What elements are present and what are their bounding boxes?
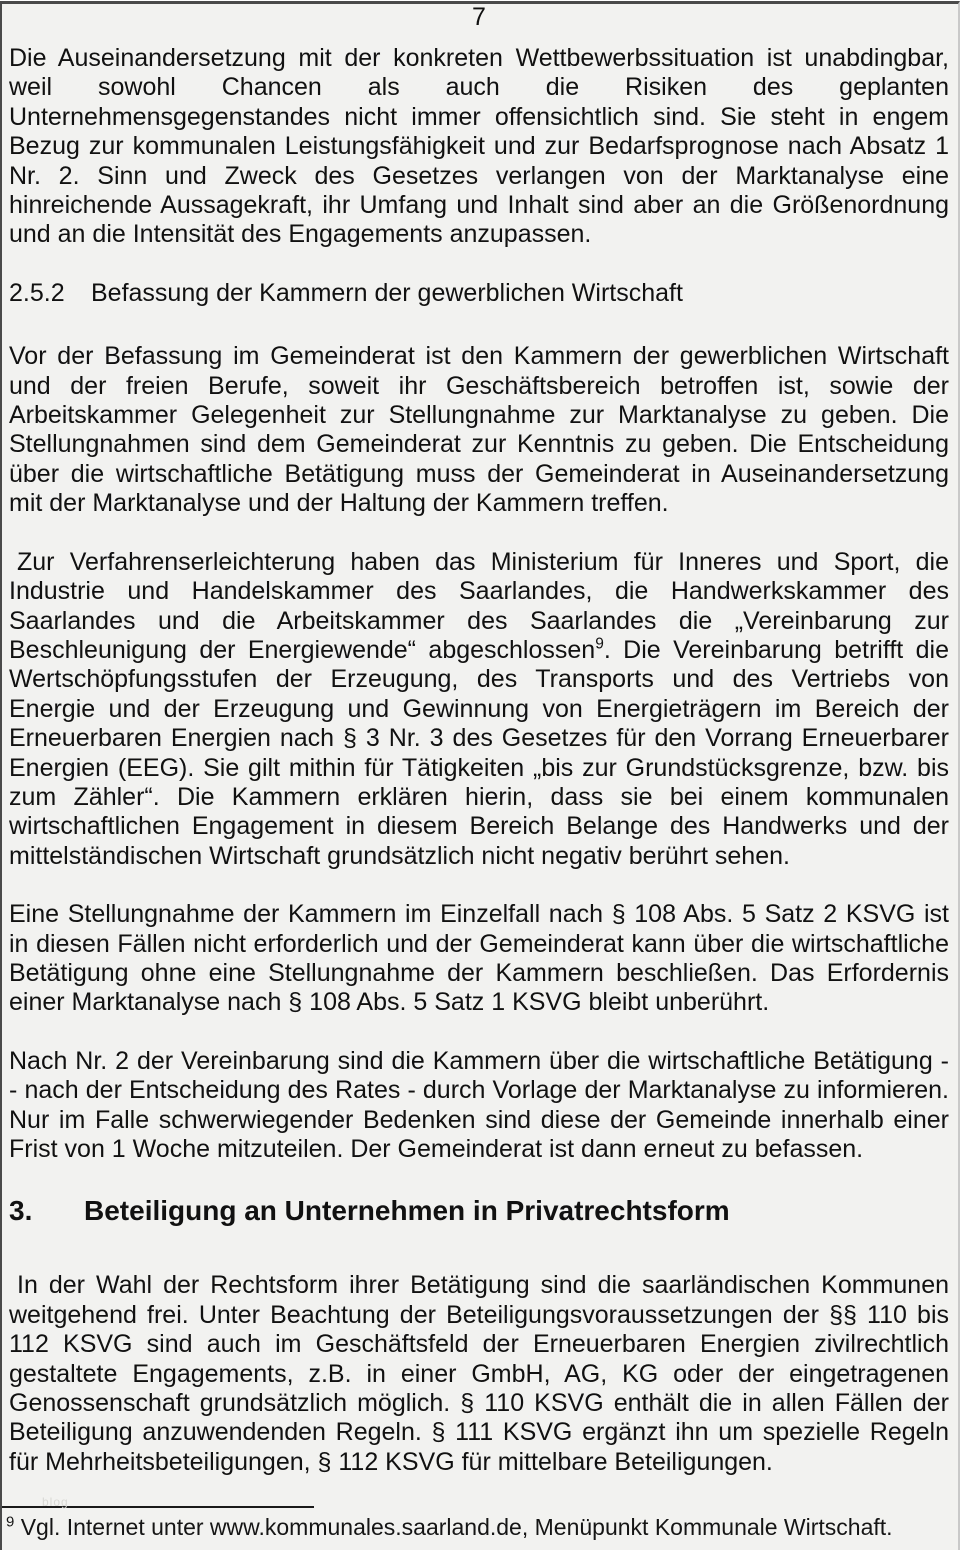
page-content <box>2 4 958 1477</box>
paragraph-vereinbarung-energiewende <box>9 548 949 871</box>
section-heading-2-5-2 <box>9 279 949 308</box>
footnote-reference-9: 9 <box>595 635 604 653</box>
section-title: Befassung der Kammern der gewerblichen Wirtschaft <box>91 278 683 307</box>
section-title: Beteiligung an Unternehmen in Privatrechtsform <box>84 1195 730 1227</box>
footnote-area <box>2 1495 958 1550</box>
section-heading-3 <box>9 1194 949 1227</box>
paragraph-befassung-kammern: Vor der Befassung im Gemeinderat ist den Kammern der gewerblichen Wirtschaft und der freien Berufe, soweit ihr Geschäftsbereich betroffen ist, sowie der Arbeitskammer Gelegenheit zur Stellungnahme zur Marktanalyse zu geben. Die Stellungnahmen sind dem Gemeinderat zur Kenntnis zu geben. Die Entscheidung über die wirtschaftliche Betätigung muss der Gemeinderat in Auseinandersetzung mit der Marktanalyse und der Haltung der Kammern treffen. <box>9 342 949 518</box>
paragraph-stellungnahme-einzelfall: Eine Stellungnahme der Kammern im Einzelfall nach § 108 Abs. 5 Satz 2 KSVG ist in diesen Fällen nicht erforderlich und der Gemeinderat kann über die wirtschaftliche Betätigung ohne eine Stellungnahme der Kammern beschließen. Das Erfordernis einer Marktanalyse nach § 108 Abs. 5 Satz 1 KSVG bleibt unberührt. <box>9 900 949 1017</box>
scan-artifact-text: blog <box>42 1495 69 1509</box>
page-number: 7 <box>472 3 486 31</box>
document-page <box>0 1 960 1550</box>
paragraph-market-analysis: Die Auseinandersetzung mit der konkreten Wettbewerbssituation ist unabdingbar, weil sowohl Chancen als auch die Risiken des geplanten Unternehmensgegenstandes nicht immer offensichtlich sind. Sie steht in engem Bezug zur kommunalen Leistungsfähigkeit und zur Bedarfsprognose nach Absatz 1 Nr. 2. Sinn und Zweck des Gesetzes verlangen von der Marktanalyse eine hinreichende Aussagekraft, ihr Umfang und Inhalt sind aber an die Größenordnung und an die Intensität des Engagements anzupassen. <box>9 44 949 249</box>
footnote <box>2 1514 958 1540</box>
paragraph-nach-nr-2: Nach Nr. 2 der Vereinbarung sind die Kammern über die wirtschaftliche Betätigung - - nach der Entscheidung des Rates - durch Vorlage der Marktanalyse zu informieren. Nur im Falle schwerwiegender Bedenken sind diese der Gemeinde innerhalb einer Frist von 1 Woche mitzuteilen. Der Gemeinderat ist dann erneut zu befassen. <box>9 1046 949 1163</box>
section-number: 3. <box>9 1195 33 1227</box>
footnote-marker: 9 <box>6 1513 15 1531</box>
paragraph-text-before-footnote-ref: Zur Verfahrenserleichterung haben das Ministerium für Inneres und Sport, die Industrie und Handelskammer des Saarlandes, die Handwerkskammer des Saarlandes und die Arbeitskammer des Saarlandes die „Vereinbarung zur Beschleunigung der Energiewende“ abgeschlossen <box>9 547 949 664</box>
paragraph-rechtsform-wahl: In der Wahl der Rechtsform ihrer Betätigung sind die saarländischen Kommunen weitgehend frei. Unter Beachtung der Beteiligungsvoraussetzungen der §§ 110 bis 112 KSVG sind auch im Geschäftsfeld der Erneuerbaren Energien zivilrechtlich gestaltete Engagements, z.B. in einer GmbH, AG, KG oder der eingetragenen Genossenschaft grundsätzlich möglich. § 110 KSVG enthält die in allen Fällen der Beteiligung anzuwendenden Regeln. § 111 KSVG ergänzt ihn um spezielle Regeln für Mehrheitsbeteiligungen, § 112 KSVG für mittelbare Beteiligungen. <box>9 1271 949 1476</box>
footnote-text: Vgl. Internet unter www.kommunales.saarland.de, Menüpunkt Kommunale Wirtschaft. <box>20 1514 893 1540</box>
paragraph-text-after-footnote-ref: . Die Vereinbarung betrifft die Wertschöpfungsstufen der Erzeugung, des Transports und des Vertriebs von Energie und der Erzeugung und Gewinnung von Energieträgern im Bereich der Erneuerbaren Energien nach § 3 Nr. 3 des Gesetzes für den Vorrang Erneuerbarer Energien (EEG). Sie gilt mithin für Tätigkeiten „bis zur Grundstücksgrenze, bzw. bis zum Zähler“. Die Kammern erklären hierin, dass sie bei einem kommunalen wirtschaftlichen Engagement in diesem Bereich Belange des Handwerks und der mittelständischen Wirtschaft grundsätzlich nicht negativ berührt sehen. <box>9 635 949 870</box>
section-number: 2.5.2 <box>9 278 65 307</box>
